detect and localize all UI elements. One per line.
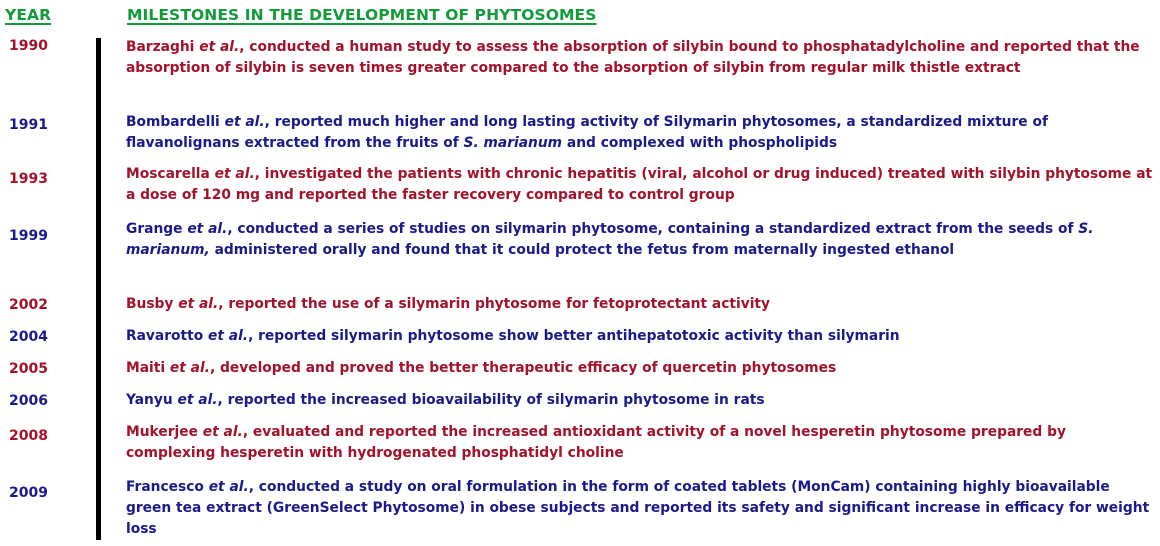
entry-description: , reported the use of a silymarin phytosome for fetoprotectant activity (218, 296, 771, 312)
entry-author: Barzaghi (126, 39, 195, 55)
entry-text (126, 358, 1156, 379)
entry-species: S. marianum, (126, 221, 1094, 258)
entry-description-end: administered orally and found that it could protect the fetus from maternally ingested ethanol (209, 242, 955, 258)
entry-year: 2009 (9, 485, 48, 501)
entry-author: Mukerjee (126, 424, 198, 440)
entry-author: Yanyu (126, 392, 173, 408)
entry-text (126, 219, 1156, 261)
entry-species: S. marianum (463, 135, 563, 151)
entry-author: Ravarotto (126, 328, 204, 344)
entry-year: 1990 (9, 38, 48, 54)
entry-etal: et al. (208, 479, 249, 495)
entry-description: , reported silymarin phytosome show better antihepatotoxic activity than silymarin (248, 328, 900, 344)
entry-description: , conducted a series of studies on silymarin phytosome, containing a standardized extract from the seeds of (227, 221, 1079, 237)
entry-description: , conducted a human study to assess the absorption of silybin bound to phosphatadylcholine and reported that the absorption of silybin is seven times greater compared to the absorption of silybin from regular milk thistle extract (126, 39, 1140, 76)
entry-year: 2002 (9, 297, 48, 313)
entry-year: 2008 (9, 428, 48, 444)
entry-text (126, 422, 1156, 464)
entry-etal: et al. (208, 328, 249, 344)
entry-text (126, 112, 1156, 154)
entry-etal: et al. (214, 166, 255, 182)
entry-text (126, 164, 1156, 206)
entry-description: , reported much higher and long lasting activity of Silymarin phytosomes, a standardized mixture of flavanolignans extracted from the fruits of (126, 114, 1048, 151)
entry-author: Moscarella (126, 166, 210, 182)
entry-year: 1999 (9, 228, 48, 244)
entry-text (126, 326, 1156, 347)
entry-description: , evaluated and reported the increased antioxidant activity of a novel hesperetin phytosome prepared by complexing hesperetin with hydrogenated phosphatidyl choline (126, 424, 1066, 461)
entry-author: Maiti (126, 360, 166, 376)
entry-year: 1993 (9, 171, 48, 187)
year-column-header: YEAR (5, 6, 52, 24)
entry-description: , investigated the patients with chronic hepatitis (viral, alcohol or drug induced) treated with silybin phytosome at a dose of 120 mg and reported the faster recovery compared to control group (126, 166, 1153, 203)
entry-etal: et al. (178, 296, 219, 312)
entry-etal: et al. (199, 39, 240, 55)
entry-year: 2004 (9, 329, 48, 345)
timeline-bar (96, 38, 101, 540)
entry-etal: et al. (202, 424, 243, 440)
entry-description: , conducted a study on oral formulation in the form of coated tablets (MonCam) containing highly bioavailable green tea extract (GreenSelect Phytosome) in obese subjects and reported its safety and significant increase in efficacy for weight loss (126, 479, 1150, 537)
entry-etal: et al. (187, 221, 228, 237)
entry-author: Bombardelli (126, 114, 220, 130)
entry-text (126, 294, 1156, 315)
entry-description: , reported the increased bioavailability of silymarin phytosome in rats (217, 392, 765, 408)
entry-author: Francesco (126, 479, 204, 495)
entry-author: Grange (126, 221, 183, 237)
entry-description-end: and complexed with phospholipids (562, 135, 838, 151)
entry-description: , developed and proved the better therapeutic efficacy of quercetin phytosomes (209, 360, 837, 376)
entry-text (126, 477, 1156, 540)
entry-year: 2006 (9, 393, 48, 409)
entry-etal: et al. (177, 392, 218, 408)
entry-text (126, 37, 1156, 79)
entry-etal: et al. (224, 114, 265, 130)
entry-year: 1991 (9, 117, 48, 133)
page-title: MILESTONES IN THE DEVELOPMENT OF PHYTOSOMES (127, 6, 597, 24)
entry-year: 2005 (9, 361, 48, 377)
entry-text (126, 390, 1156, 411)
entry-author: Busby (126, 296, 174, 312)
entry-etal: et al. (169, 360, 210, 376)
